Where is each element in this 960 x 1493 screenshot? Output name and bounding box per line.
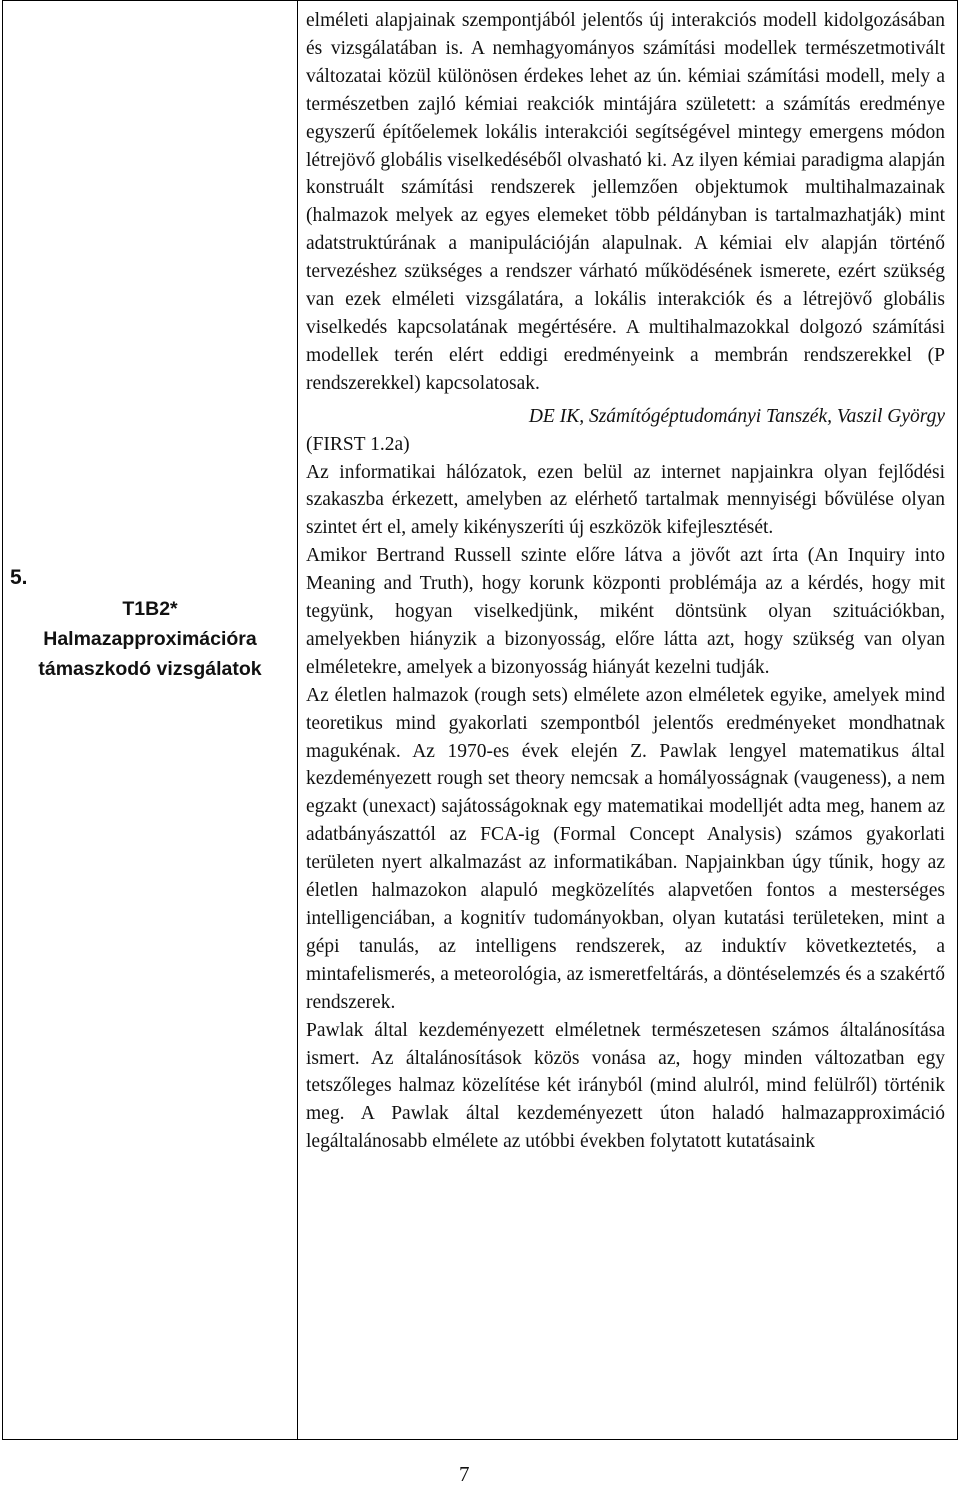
section-title-line: T1B2* bbox=[122, 598, 178, 620]
section-title-line: támaszkodó vizsgálatok bbox=[38, 658, 262, 680]
section-body-cell bbox=[298, 1, 958, 1440]
project-citation: (FIRST 1.2a) bbox=[306, 433, 410, 455]
body-paragraph: Pawlak által kezdeményezett elméletnek természetesen számos általánosítása ismert. Az általánosítások közös vonása az, hogy minden változatban egy tetszőleges halmaz közelítése két irányból (mind alulról, mind felülről) történik meg. A Pawlak által kezdeményezett úton haladó halmazapproximáció legáltalánosabb elmélete az utóbbi években folytatott kutatásaink bbox=[306, 1019, 945, 1153]
section-title-line: Halmazapproximációra bbox=[43, 628, 257, 650]
body-paragraph: elméleti alapjainak szempontjából jelentős új interakciós modell kidolgozásában és vizsgálatában is. A nemhagyományos számítási modellek természetmotivált változatai közül különösen érdekes lehet az ún. kémiai számítási modell, mely a természetben zajló kémiai reakciók mintájára született: a számítás eredménye egyszerű építőelemek lokális interakciói segítségével mintegy emergens módon létrejövő globális viselkedéséből olvasható ki. Az ilyen kémiai paradigma alapján konstruált számítási rendszerek jellemzően objektumok multihalmazainak (halmazok melyek az egyes elemeket több példányban is tartalmazhatják) mint adatstruktúrának a manipulációján alapulnak. A kémiai elv alapján történő tervezéshez szükséges a rendszer várható működésének ismerete, ezért szükség van ezek elméleti vizsgálatára, a lokális interakciók és a létrejövő globális viselkedés kapcsolatának megértésére. A multihalmazokkal dolgozó számítási modellek terén elért eddigi eredményeink a membrán rendszerekkel (P rendszerekkel) kapcsolatosak. bbox=[306, 10, 945, 394]
body-paragraph: Amikor Bertrand Russell szinte előre látva a jövőt azt írta (An Inquiry into Meaning and Truth), hogy korunk központi problémája az a kérdés, hogy mit tegyünk, hogyan viselkedjünk, miként döntsünk olyan szituációkban, amelyekben hiányzik a bizonyosság, előre látta azt, hogy szükség van olyan elméletekre, amelyek a bizonyosság hiányát kezelni tudják. bbox=[306, 545, 945, 678]
document-table bbox=[2, 0, 958, 1440]
section-title bbox=[17, 594, 283, 684]
section-label-cell bbox=[3, 1, 298, 1440]
body-paragraph: Az életlen halmazok (rough sets) elmélete azon elméletek egyike, amelyek mind teoretikus mind gyakorlati szempontból jelentős eredményeket mondhatnak magukénak. Az 1970-es évek elején Z. Pawlak lengyel matematikus által kezdeményezett rough set theory nemcsak a homályosságnak (vaugeness), a nem egzakt (unexact) sajátosságoknak egy matematikai modelljét adta meg, hanem az adatbányászattól az FCA-ig (Formal Concept Analysis) számos gyakorlati területen nyert alkalmazást az informatikában. Napjainkban úgy tűnik, hogy az életlen halmazokon alapuló megközelítés alapvetően fontos a mesterséges intelligenciában, a kognitív tudományokban, olyan kutatási területeken, mint a gépi tanulás, az intelligens rendszerek, az induktív következtetés, a mintafelismerés, a meteorológia, az ismeretfeltárás, a döntéselemzés és a szakértő rendszerek. bbox=[306, 684, 945, 1013]
section-number: 5. bbox=[10, 566, 28, 589]
author-signature: DE IK, Számítógéptudományi Tanszék, Vaszil György bbox=[528, 405, 945, 427]
body-paragraph: Az informatikai hálózatok, ezen belül az internet napjainkra olyan fejlődési szakaszba érkezett, amelyben az elérhető tartalmak mennyiségi bővülése olyan szintet ért el, amely kikényszeríti új eszközök kifejlesztését. bbox=[306, 461, 945, 539]
page-number: 7 bbox=[459, 1462, 470, 1486]
table-row bbox=[3, 1, 958, 1440]
